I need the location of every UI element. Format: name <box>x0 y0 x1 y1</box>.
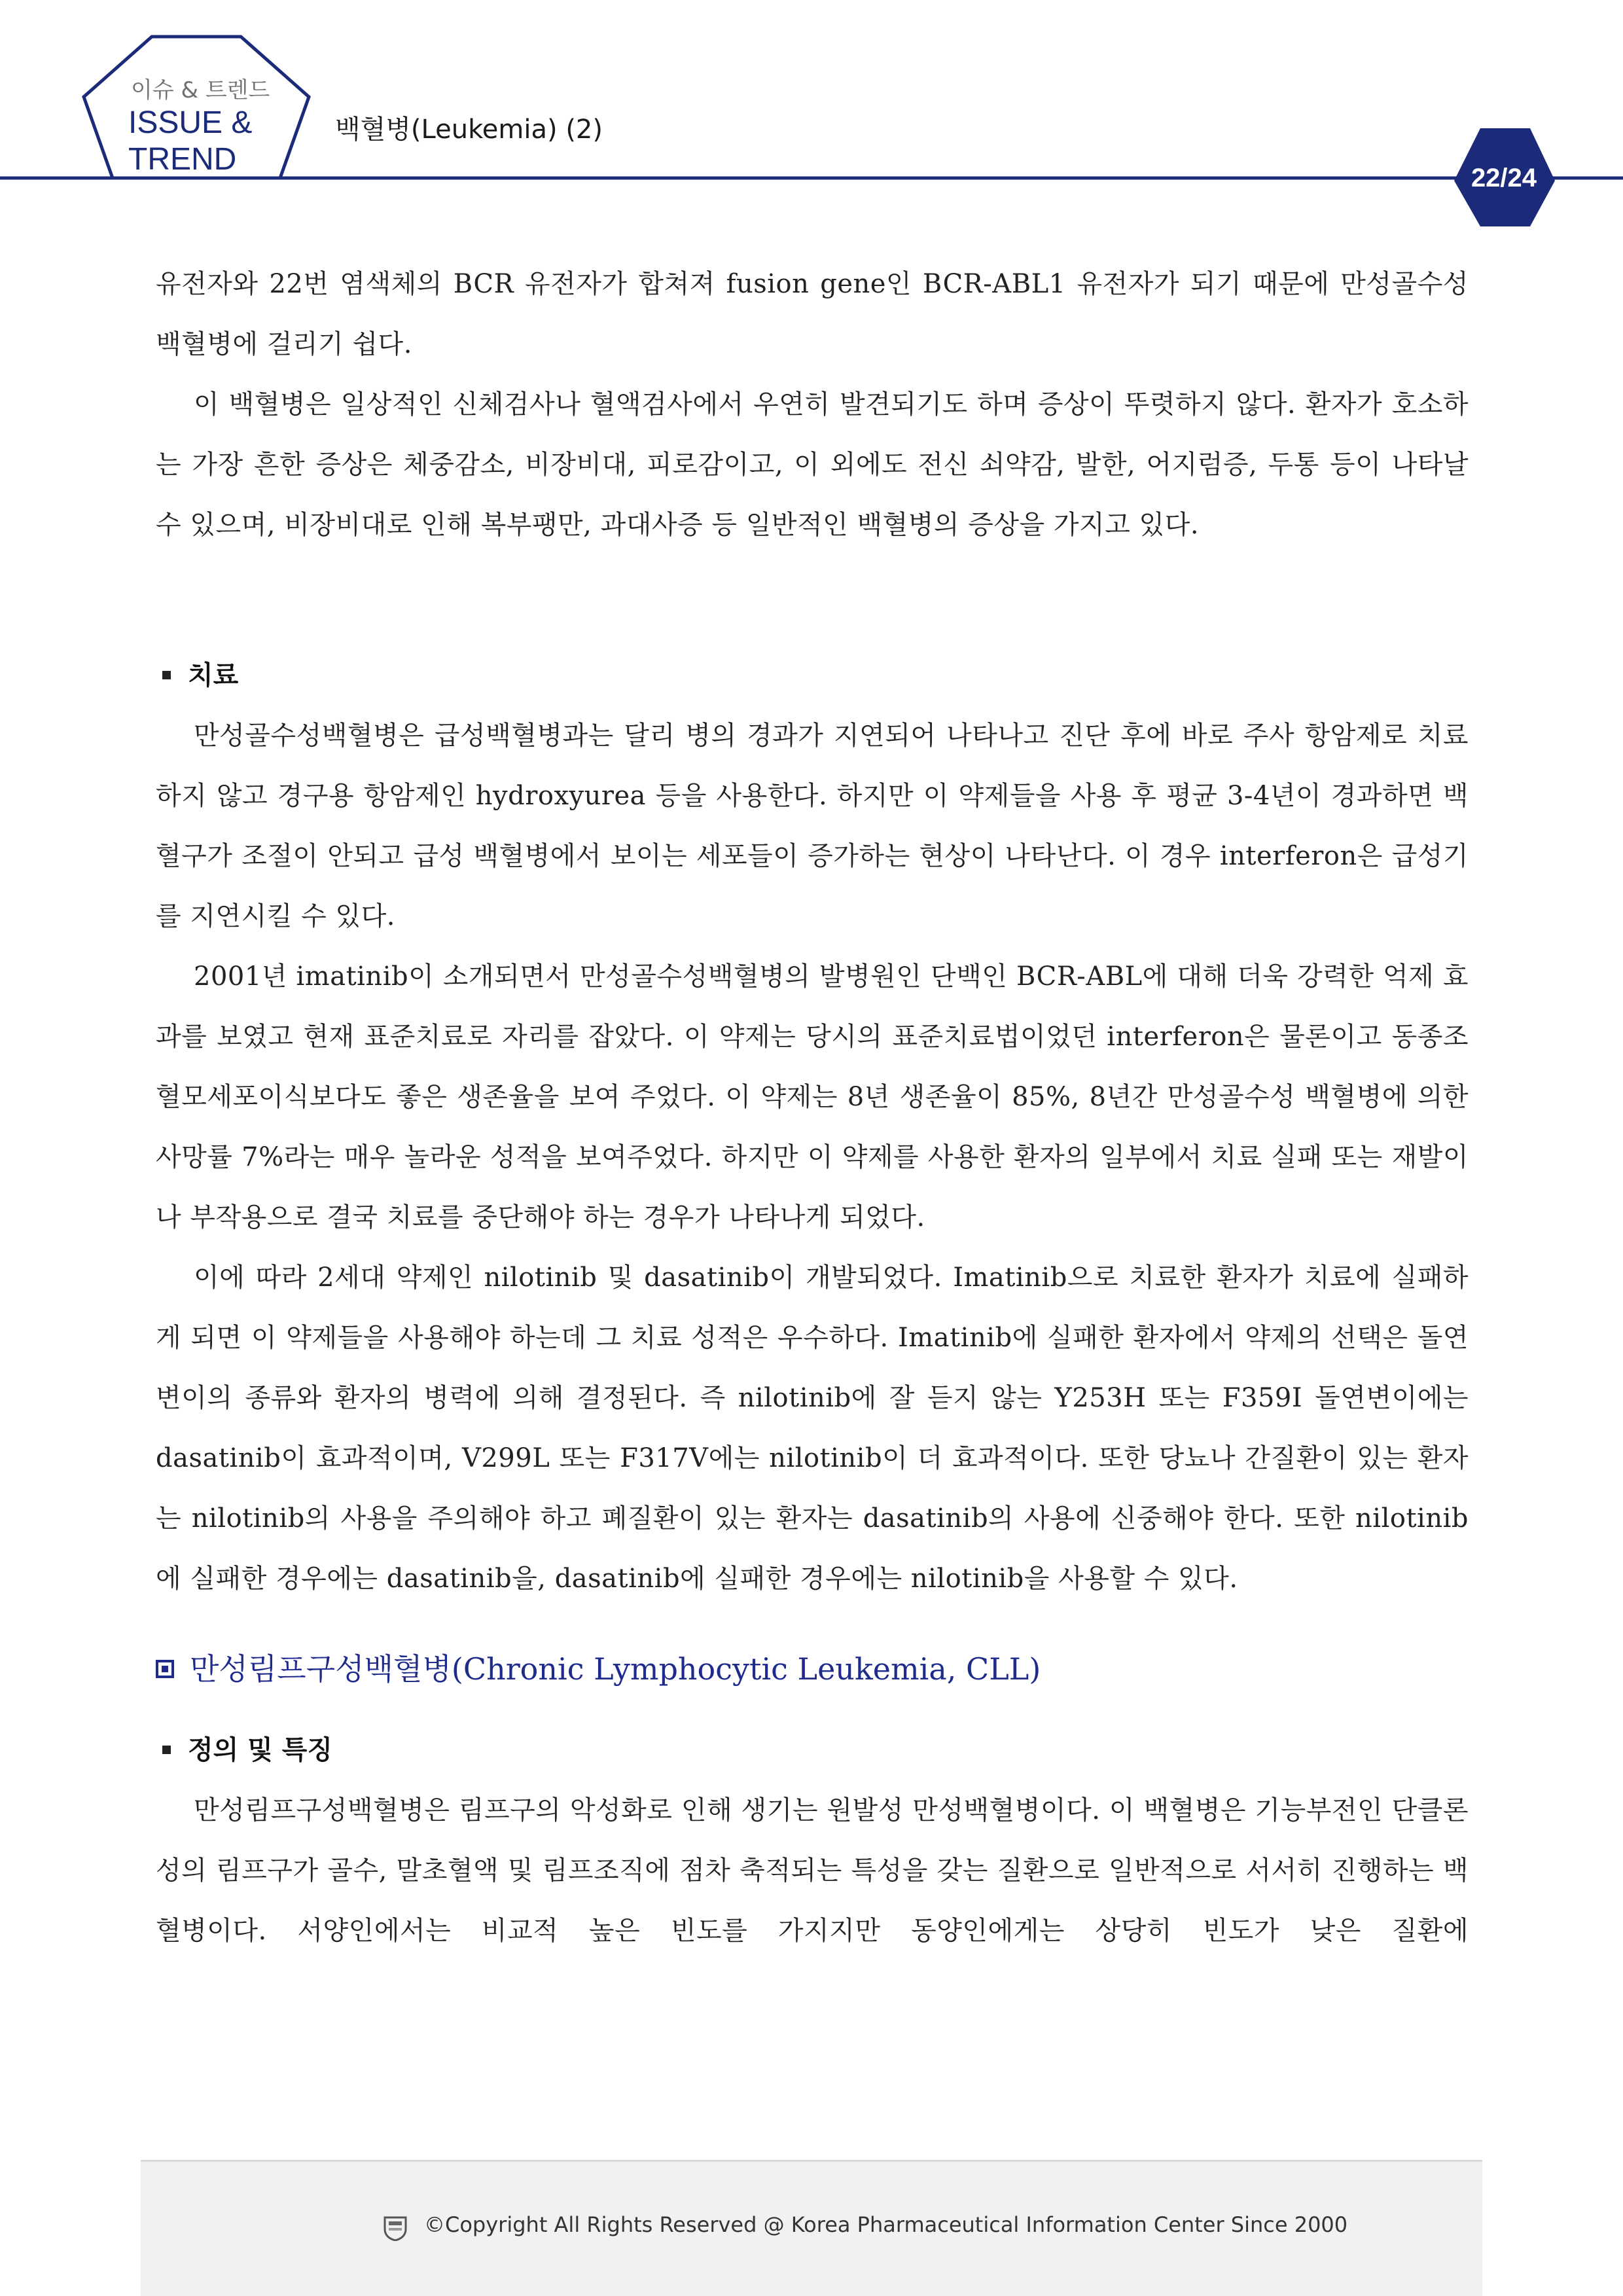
paragraph-4: 2001년 imatinib이 소개되면서 만성골수성백혈병의 발병원인 단백인 BCR-ABL에 대해 더욱 강력한 억제 효과를 보였고 현재 표준치료로 자리를 잡았다. 이 약제는 당시의 표준치료법이었던 interferon은 물론이고 동종조혈모세포이식보다도 좋은 생존율을 보여 주었다. 이 약제는 8년 생존율이 85%, 8년간 만성골수성 백혈병에 의한 사망률 7%라는 매우 놀라운 성적을 보여주었다. 하지만 이 약제를 사용한 환자의 일부에서 치료 실패 또는 재발이나 부작용으로 결국 치료를 중단해야 하는 경우가 나타나게 되었다. <box>156 961 1469 1232</box>
footer-copyright: ©Copyright All Rights Reserved @ Korea Pharmaceutical Information Center Since 2000 <box>424 2212 1348 2237</box>
page-number: 22/24 <box>1471 164 1537 192</box>
section-heading-label: 치료 <box>188 660 239 691</box>
spacer <box>156 555 1469 645</box>
document-title: 백혈병(Leukemia) (2) <box>335 115 603 145</box>
paragraph-1: 유전자와 22번 염색체의 BCR 유전자가 합쳐져 fusion gene인 BCR-ABL1 유전자가 되기 때문에 만성골수성 백혈병에 걸리기 쉽다. <box>156 269 1469 359</box>
badge-title-line2: TREND <box>128 142 237 177</box>
section-heading-definition <box>156 1720 1469 1780</box>
category-heading-cll <box>156 1639 1469 1699</box>
section-heading-treatment <box>156 645 1469 706</box>
badge-subtitle: 이슈 & 트렌드 <box>131 77 270 103</box>
article-body <box>156 254 1469 1961</box>
square-bullet-icon <box>162 671 171 679</box>
kpic-logo-icon <box>382 2215 408 2241</box>
paragraph-3: 만성골수성백혈병은 급성백혈병과는 달리 병의 경과가 지연되어 나타나고 진단 후에 바로 주사 항암제로 치료하지 않고 경구용 항암제인 hydroxyurea 등을 사용한다. 하지만 이 약제들을 사용 후 평균 3-4년이 경과하면 백혈구가 조절이 안되고 급성 백혈병에서 보이는 세포들이 증가하는 현상이 나타난다. 이 경우 interferon은 급성기를 지연시킬 수 있다. <box>156 721 1469 931</box>
badge-title-line1: ISSUE & <box>128 105 253 140</box>
spacer <box>156 1609 1469 1639</box>
paragraph-2: 이 백혈병은 일상적인 신체검사나 혈액검사에서 우연히 발견되기도 하며 증상이 뚜렷하지 않다. 환자가 호소하는 가장 흔한 증상은 체중감소, 비장비대, 피로감이고, 이 외에도 전신 쇠약감, 발한, 어지럼증, 두통 등이 나타날 수 있으며, 비장비대로 인해 복부팽만, 과대사증 등 일반적인 백혈병의 증상을 가지고 있다. <box>156 389 1469 540</box>
section-heading-label: 정의 및 특징 <box>188 1735 333 1765</box>
square-box-icon <box>156 1660 174 1678</box>
badge-title <box>128 105 252 178</box>
category-heading-label: 만성림프구성백혈병(Chronic Lymphocytic Leukemia, CLL) <box>190 1651 1041 1687</box>
paragraph-5: 이에 따라 2세대 약제인 nilotinib 및 dasatinib이 개발되었다. Imatinib으로 치료한 환자가 치료에 실패하게 되면 이 약제들을 사용해야 하는데 그 치료 성적은 우수하다. Imatinib에 실패한 환자에서 약제의 선택은 돌연변이의 종류와 환자의 병력에 의해 결정된다. 즉 nilotinib에 잘 듣지 않는 Y253H 또는 F359I 돌연변이에는 dasatinib이 효과적이며, V299L 또는 F317V에는 nilotinib이 더 효과적이다. 또한 당뇨나 간질환이 있는 환자는 nilotinib의 사용을 주의해야 하고 폐질환이 있는 환자는 dasatinib의 사용에 신중해야 한다. 또한 nilotinib에 실패한 경우에는 dasatinib을, dasatinib에 실패한 경우에는 nilotinib을 사용할 수 있다. <box>156 1263 1469 1594</box>
square-bullet-icon <box>162 1746 171 1754</box>
paragraph-6: 만성림프구성백혈병은 림프구의 악성화로 인해 생기는 원발성 만성백혈병이다. 이 백혈병은 기능부전인 단클론성의 림프구가 골수, 말초혈액 및 림프조직에 점차 축적되는 특성을 갖는 질환으로 일반적으로 서서히 진행하는 백혈병이다. 서양인에서는 비교적 높은 빈도를 가지지만 동양인에게는 상당히 빈도가 낮은 질환에 <box>156 1795 1469 1946</box>
